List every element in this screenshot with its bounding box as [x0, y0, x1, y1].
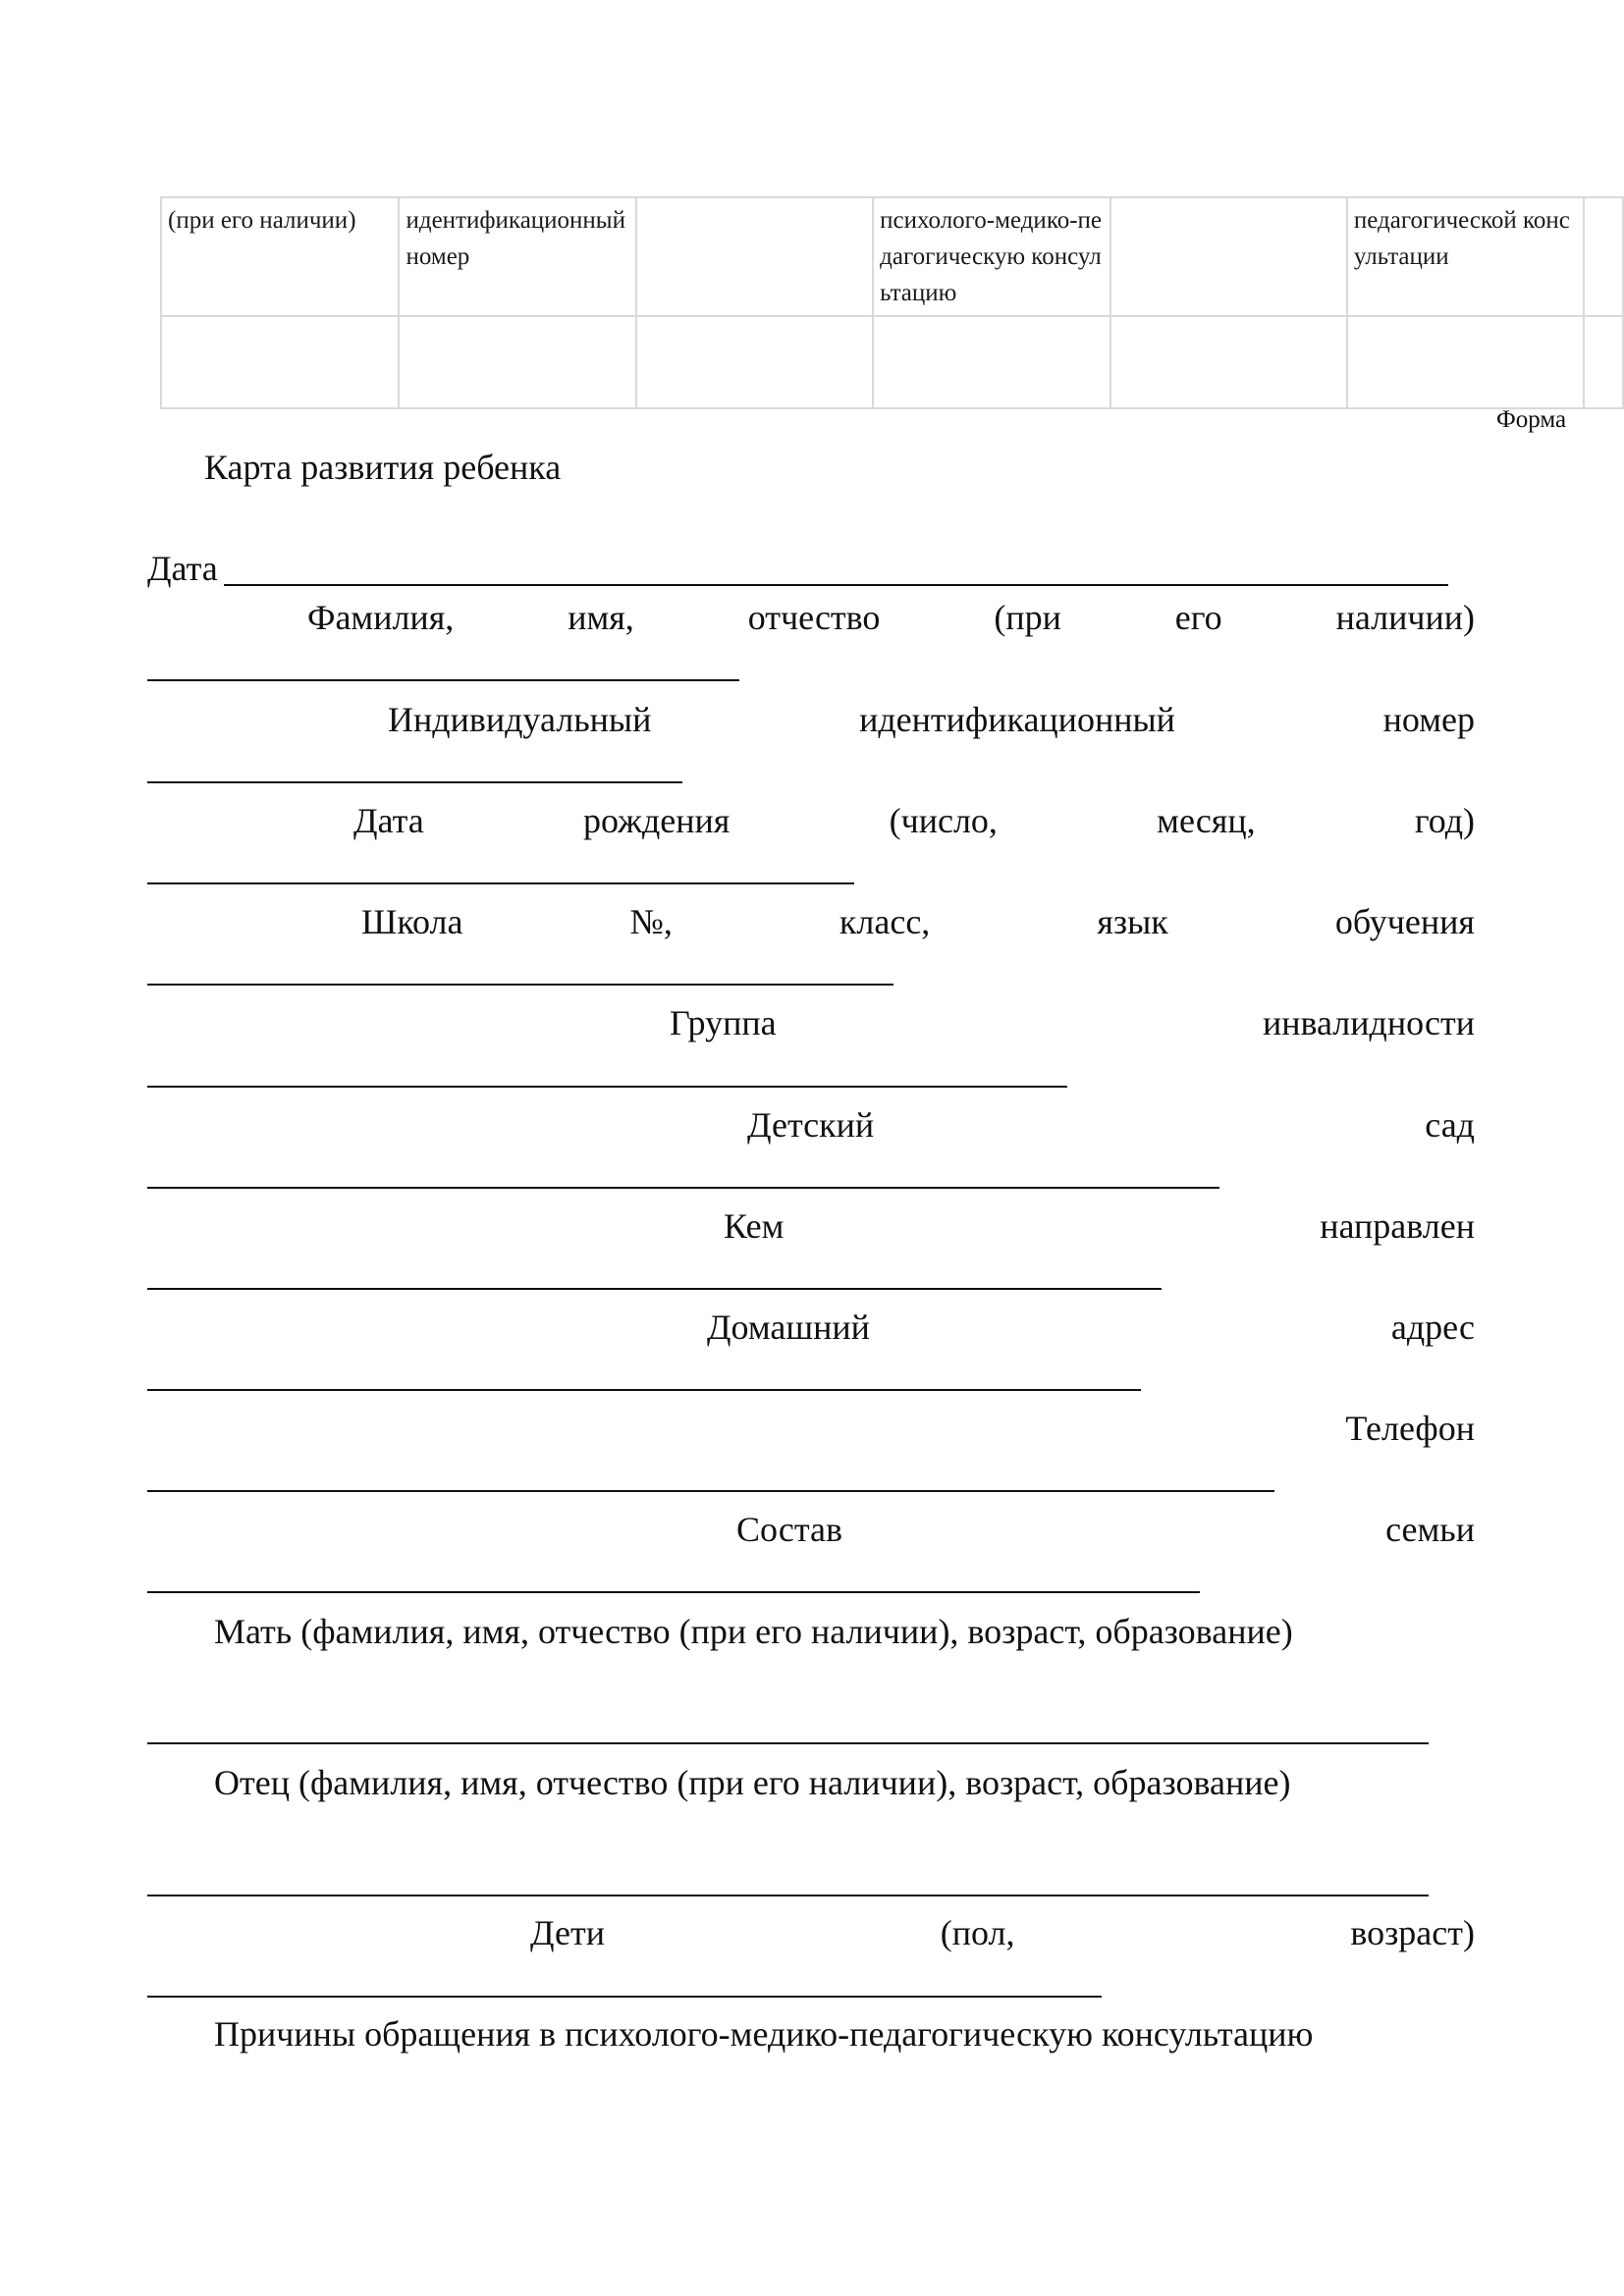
- iin-word: Индивидуальный: [388, 700, 652, 739]
- birth-label: [147, 797, 1475, 844]
- iin-field[interactable]: [147, 781, 682, 783]
- table-cell: [1110, 197, 1347, 316]
- phone-label: [147, 1405, 1475, 1452]
- birth-word: (число,: [889, 801, 998, 840]
- iin-word: идентификационный: [859, 700, 1175, 739]
- iin-word: номер: [1382, 700, 1475, 739]
- fio-label: [147, 594, 1475, 641]
- phone-word: Телефон: [1345, 1409, 1475, 1448]
- disability-word: Группа: [670, 1003, 777, 1042]
- table-cell: [399, 316, 635, 408]
- table-row: [161, 316, 1623, 408]
- disability-word: инвалидности: [1262, 1003, 1475, 1042]
- date-underline: [224, 584, 1448, 586]
- address-word: Домашний: [707, 1308, 870, 1347]
- form-label: Форма: [1496, 406, 1567, 433]
- family-field[interactable]: [147, 1591, 1200, 1593]
- father-field[interactable]: [147, 1895, 1429, 1896]
- family-label: [147, 1506, 1475, 1553]
- iin-label: [147, 696, 1475, 743]
- table-cell: идентификационный номер: [399, 197, 635, 316]
- children-word: Дети: [530, 1913, 605, 1952]
- referred-word: Кем: [724, 1206, 785, 1246]
- mother-label: Мать (фамилия, имя, отчество (при его наличии), возраст, образование): [214, 1612, 1293, 1651]
- children-field[interactable]: [147, 1996, 1102, 1998]
- school-word: Школа: [361, 902, 463, 941]
- table-cell: [1110, 316, 1347, 408]
- children-word: (пол,: [940, 1913, 1015, 1952]
- school-word: класс,: [839, 902, 931, 941]
- kindergarten-label: [147, 1101, 1475, 1148]
- table-cell: педагогической консультации: [1347, 197, 1584, 316]
- birth-word: год): [1414, 801, 1475, 840]
- fio-word: наличии): [1335, 598, 1475, 637]
- referred-word: направлен: [1320, 1206, 1475, 1246]
- referred-label: [147, 1202, 1475, 1250]
- referred-field[interactable]: [147, 1288, 1162, 1290]
- school-word: №,: [629, 902, 673, 941]
- table-cell: [873, 316, 1110, 408]
- table-row: [161, 197, 1623, 316]
- date-field[interactable]: [147, 545, 1448, 592]
- fio-field[interactable]: [147, 679, 739, 681]
- address-label: [147, 1304, 1475, 1351]
- birth-word: Дата: [353, 801, 424, 840]
- father-label: Отец (фамилия, имя, отчество (при его наличии), возраст, образование): [214, 1763, 1291, 1802]
- table-cell: психолого-медико-педагогическую консультацию: [873, 197, 1110, 316]
- school-field[interactable]: [147, 984, 893, 986]
- reasons-label: Причины обращения в психолого-медико-педагогическую консультацию: [214, 2014, 1314, 2054]
- table-cell: [1347, 316, 1584, 408]
- phone-field[interactable]: [147, 1490, 1274, 1492]
- family-word: Состав: [736, 1510, 843, 1549]
- fio-word: имя,: [568, 598, 634, 637]
- fio-word: отчество: [747, 598, 881, 637]
- header-table: [160, 196, 1624, 409]
- disability-label: [147, 999, 1475, 1046]
- children-word: возраст): [1350, 1913, 1475, 1952]
- mother-field[interactable]: [147, 1742, 1429, 1744]
- address-field[interactable]: [147, 1389, 1141, 1391]
- school-label: [147, 898, 1475, 945]
- fio-word: (при: [994, 598, 1061, 637]
- kindergarten-word: Детский: [747, 1105, 875, 1145]
- kindergarten-field[interactable]: [147, 1187, 1219, 1189]
- table-cell: [1584, 197, 1623, 316]
- table-cell: [1584, 316, 1623, 408]
- address-word: адрес: [1390, 1308, 1475, 1347]
- school-word: язык: [1097, 902, 1168, 941]
- page-title: Карта развития ребенка: [204, 448, 562, 487]
- table-cell: [636, 316, 873, 408]
- birth-field[interactable]: [147, 882, 854, 884]
- date-label: Дата: [147, 549, 218, 588]
- fio-word: его: [1174, 598, 1222, 637]
- birth-word: рождения: [583, 801, 731, 840]
- school-word: обучения: [1334, 902, 1475, 941]
- disability-field[interactable]: [147, 1086, 1067, 1088]
- table-cell: (при его наличии): [161, 197, 399, 316]
- table-cell: [636, 197, 873, 316]
- birth-word: месяц,: [1157, 801, 1256, 840]
- kindergarten-word: сад: [1425, 1105, 1475, 1145]
- fio-word: Фамилия,: [307, 598, 455, 637]
- family-word: семьи: [1385, 1510, 1475, 1549]
- children-label: [147, 1909, 1475, 1956]
- table-cell: [161, 316, 399, 408]
